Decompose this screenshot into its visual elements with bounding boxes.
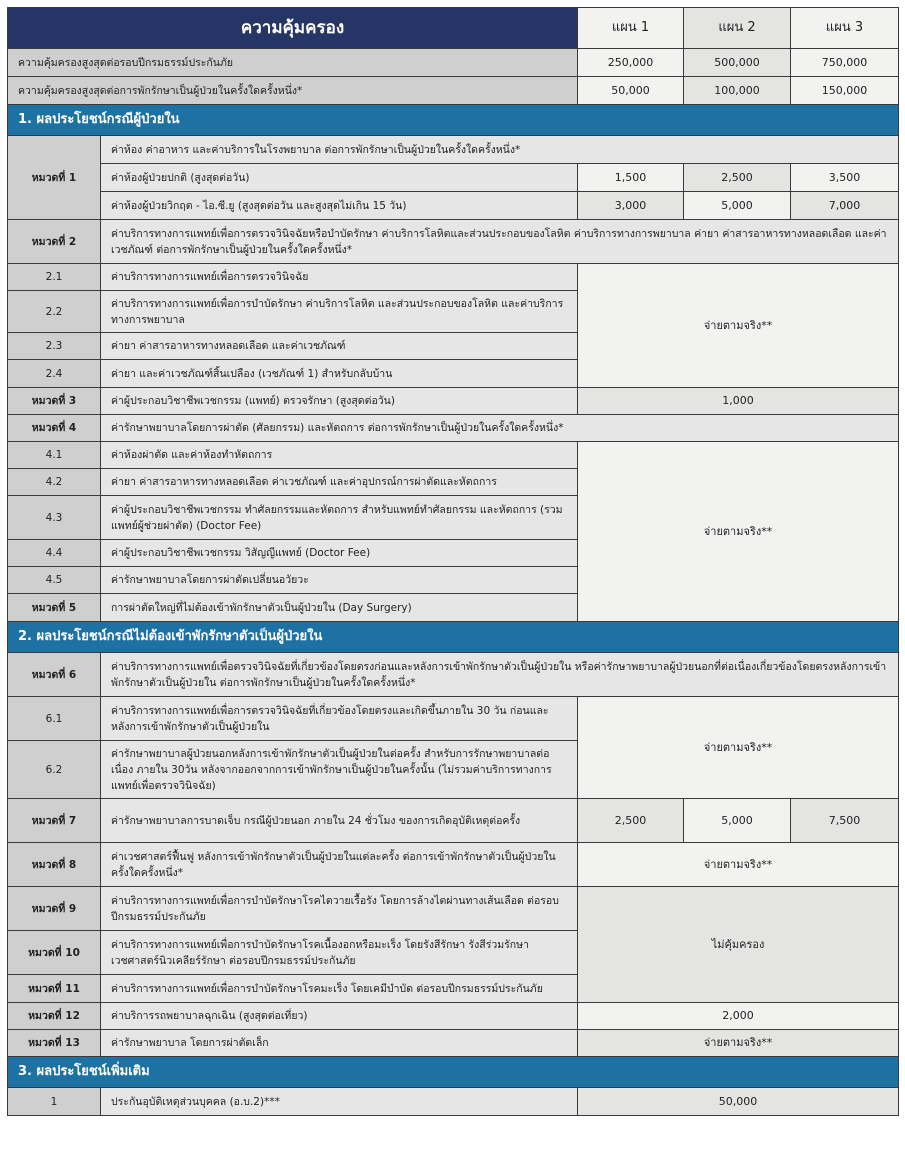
plan-3-value: 150,000 [791, 77, 899, 105]
table-row [8, 264, 899, 291]
category-description: ค่าบริการทางการแพทย์เพื่อตรวจวินิจฉัยที่เกี่ยวข้องโดยตรงก่อนและหลังการเข้าพักรักษาตัวเป็นผู้ป่วยใน หรือค่ารักษาพยาบาลผู้ป่วยนอกที่ต่อเนื่องเกี่ยวข้องโดยตรงหลังการเข้าพักรักษาตัวเป็นผู้ป่วยใน ต่อการพักรักษาเป็นผู้ป่วยในครั้งใดครั้งหนึ่ง* [101, 653, 899, 697]
merged-value: จ่ายตามจริง** [578, 843, 899, 887]
category-label: หมวดที่ 1 [8, 136, 101, 220]
category-description: ค่ารักษาพยาบาล โดยการผ่าตัดเล็ก [101, 1030, 578, 1057]
category-label: หมวดที่ 3 [8, 388, 101, 415]
item-label: ค่าห้องผู้ป่วยวิกฤต - ไอ.ซี.ยู (สูงสุดต่อวัน และสูงสุดไม่เกิน 15 วัน) [101, 192, 578, 220]
category-description: ค่าผู้ประกอบวิชาชีพเวชกรรม (แพทย์) ตรวจรักษา (สูงสุดต่อวัน) [101, 388, 578, 415]
table-row [8, 192, 899, 220]
plan-3-value: 7,500 [791, 799, 899, 843]
item-number: 2.2 [8, 291, 101, 333]
item-label: ค่าผู้ประกอบวิชาชีพเวชกรรม วิสัญญีแพทย์ (Doctor Fee) [101, 540, 578, 567]
table-row [8, 164, 899, 192]
table-row [8, 843, 899, 887]
category-label: หมวดที่ 11 [8, 975, 101, 1003]
item-number: 4.4 [8, 540, 101, 567]
plan-1-value: 50,000 [578, 77, 684, 105]
table-row [8, 136, 899, 164]
merged-value: จ่ายตามจริง** [578, 1030, 899, 1057]
item-label: ค่าผู้ประกอบวิชาชีพเวชกรรม ทำศัลยกรรมและหัตถการ สำหรับแพทย์ทำศัลยกรรม และหัตถการ (รวมแพทย์ผู้ช่วยผ่าตัด) (Doctor Fee) [101, 496, 578, 540]
table-row [8, 697, 899, 741]
category-description: ค่าห้อง ค่าอาหาร และค่าบริการในโรงพยาบาล ต่อการพักรักษาเป็นผู้ป่วยในครั้งใดครั้งหนึ่ง* [101, 136, 899, 164]
item-label: ค่ายา ค่าสารอาหารทางหลอดเลือด และค่าเวชภัณฑ์ [101, 333, 578, 360]
plan-3-value: 3,500 [791, 164, 899, 192]
coverage-table-container [7, 7, 898, 1116]
merged-value: ไม่คุ้มครอง [578, 887, 899, 1003]
item-number: 4.2 [8, 469, 101, 496]
item-number: 2.1 [8, 264, 101, 291]
plan-1-value: 1,500 [578, 164, 684, 192]
category-description: ค่าบริการรถพยาบาลฉุกเฉิน (สูงสุดต่อเที่ยว) [101, 1003, 578, 1030]
summary-row [8, 77, 899, 105]
coverage-table [7, 7, 899, 1116]
table-row [8, 1088, 899, 1116]
table-row [8, 799, 899, 843]
plan-1-value: 2,500 [578, 799, 684, 843]
merged-value: จ่ายตามจริง** [578, 697, 899, 799]
plan-1-value: 3,000 [578, 192, 684, 220]
table-row [8, 220, 899, 264]
table-title: ความคุ้มครอง [8, 8, 578, 49]
item-label: ค่ารักษาพยาบาลโดยการผ่าตัดเปลี่ยนอวัยวะ [101, 567, 578, 594]
category-description: ค่ารักษาพยาบาลการบาดเจ็บ กรณีผู้ป่วยนอก ภายใน 24 ชั่วโมง ของการเกิดอุบัติเหตุต่อครั้ง [101, 799, 578, 843]
category-description: ค่าบริการทางการแพทย์เพื่อการบำบัดรักษาโรคมะเร็ง โดยเคมีบำบัด ต่อรอบปีกรมธรรม์ประกันภัย [101, 975, 578, 1003]
merged-value: 1,000 [578, 388, 899, 415]
item-label: ประกันอุบัติเหตุส่วนบุคคล (อ.บ.2)*** [101, 1088, 578, 1116]
summary-label: ความคุ้มครองสูงสุดต่อรอบปีกรมธรรม์ประกันภัย [8, 49, 578, 77]
item-number: 4.3 [8, 496, 101, 540]
item-label: ค่าบริการทางการแพทย์เพื่อการบำบัดรักษา ค่าบริการโลหิต และส่วนประกอบของโลหิต และค่าบริการทางการพยาบาล [101, 291, 578, 333]
section-3-title: 3. ผลประโยชน์เพิ่มเติม [8, 1057, 899, 1088]
item-number: 2.3 [8, 333, 101, 360]
table-header-row [8, 8, 899, 49]
item-label: ค่าห้องผ่าตัด และค่าห้องทำหัตถการ [101, 442, 578, 469]
category-description: ค่าบริการทางการแพทย์เพื่อการตรวจวินิจฉัยหรือบำบัดรักษา ค่าบริการโลหิตและส่วนประกอบของโลหิต ค่าบริการทางการพยาบาล ค่ายา ค่าสารอาหารทางหลอดเลือด และค่าเวชภัณฑ์ ต่อการพักรักษาเป็นผู้ป่วยในครั้งใดครั้งหนึ่ง* [101, 220, 899, 264]
plan-2-value: 100,000 [684, 77, 791, 105]
category-description: ค่าเวชศาสตร์ฟื้นฟู หลังการเข้าพักรักษาตัวเป็นผู้ป่วยในแต่ละครั้ง ต่อการเข้าพักรักษาตัวเป็นผู้ป่วยในครั้งใดครั้งหนึ่ง* [101, 843, 578, 887]
plan-2-value: 2,500 [684, 164, 791, 192]
item-label: ค่าบริการทางการแพทย์เพื่อการตรวจวินิจฉัย [101, 264, 578, 291]
category-label: หมวดที่ 10 [8, 931, 101, 975]
plan-3-value: 7,000 [791, 192, 899, 220]
item-number: 6.2 [8, 741, 101, 799]
category-label: หมวดที่ 5 [8, 594, 101, 622]
section-header-row [8, 1057, 899, 1088]
plan-2-value: 5,000 [684, 192, 791, 220]
item-number: 2.4 [8, 360, 101, 388]
summary-label: ความคุ้มครองสูงสุดต่อการพักรักษาเป็นผู้ป่วยในครั้งใดครั้งหนึ่ง* [8, 77, 578, 105]
plan-1-header: แผน 1 [578, 8, 684, 49]
category-label: หมวดที่ 12 [8, 1003, 101, 1030]
category-label: หมวดที่ 7 [8, 799, 101, 843]
category-description: ค่าบริการทางการแพทย์เพื่อการบำบัดรักษาโรคไตวายเรื้อรัง โดยการล้างไตผ่านทางเส้นเลือด ต่อรอบปีกรมธรรม์ประกันภัย [101, 887, 578, 931]
merged-value: จ่ายตามจริง** [578, 264, 899, 388]
category-label: หมวดที่ 13 [8, 1030, 101, 1057]
table-row [8, 388, 899, 415]
item-number: 4.1 [8, 442, 101, 469]
section-header-row [8, 622, 899, 653]
item-label: ค่าห้องผู้ป่วยปกติ (สูงสุดต่อวัน) [101, 164, 578, 192]
plan-3-header: แผน 3 [791, 8, 899, 49]
merged-value: 50,000 [578, 1088, 899, 1116]
summary-row [8, 49, 899, 77]
item-number: 6.1 [8, 697, 101, 741]
section-1-title: 1. ผลประโยชน์กรณีผู้ป่วยใน [8, 105, 899, 136]
table-row [8, 415, 899, 442]
plan-1-value: 250,000 [578, 49, 684, 77]
merged-value: จ่ายตามจริง** [578, 442, 899, 622]
table-row [8, 1030, 899, 1057]
item-label: ค่ายา และค่าเวชภัณฑ์สิ้นเปลือง (เวชภัณฑ์ 1) สำหรับกลับบ้าน [101, 360, 578, 388]
category-description: ค่ารักษาพยาบาลโดยการผ่าตัด (ศัลยกรรม) และหัตถการ ต่อการพักรักษาเป็นผู้ป่วยในครั้งใดครั้งหนึ่ง* [101, 415, 899, 442]
plan-2-value: 500,000 [684, 49, 791, 77]
item-label: ค่าบริการทางการแพทย์เพื่อการตรวจวินิจฉัยที่เกี่ยวข้องโดยตรงและเกิดขึ้นภายใน 30 วัน ก่อนและหลังการเข้าพักรักษาตัวเป็นผู้ป่วยใน [101, 697, 578, 741]
category-label: หมวดที่ 6 [8, 653, 101, 697]
category-description: ค่าบริการทางการแพทย์เพื่อการบำบัดรักษาโรคเนื้องอกหรือมะเร็ง โดยรังสีรักษา รังสีร่วมรักษา เวชศาสตร์นิวเคลียร์รักษา ต่อรอบปีกรมธรรม์ประกันภัย [101, 931, 578, 975]
category-label: หมวดที่ 2 [8, 220, 101, 264]
table-row [8, 653, 899, 697]
item-label: ค่ายา ค่าสารอาหารทางหลอดเลือด ค่าเวชภัณฑ์ และค่าอุปกรณ์การผ่าตัดและหัตถการ [101, 469, 578, 496]
plan-3-value: 750,000 [791, 49, 899, 77]
table-row [8, 1003, 899, 1030]
category-description: การผ่าตัดใหญ่ที่ไม่ต้องเข้าพักรักษาตัวเป็นผู้ป่วยใน (Day Surgery) [101, 594, 578, 622]
category-label: หมวดที่ 9 [8, 887, 101, 931]
item-number: 4.5 [8, 567, 101, 594]
section-header-row [8, 105, 899, 136]
merged-value: 2,000 [578, 1003, 899, 1030]
plan-2-header: แผน 2 [684, 8, 791, 49]
section-2-title: 2. ผลประโยชน์กรณีไม่ต้องเข้าพักรักษาตัวเป็นผู้ป่วยใน [8, 622, 899, 653]
plan-2-value: 5,000 [684, 799, 791, 843]
table-row [8, 887, 899, 931]
category-label: หมวดที่ 8 [8, 843, 101, 887]
item-label: ค่ารักษาพยาบาลผู้ป่วยนอกหลังการเข้าพักรักษาตัวเป็นผู้ป่วยในต่อครั้ง สำหรับการรักษาพยาบาลต่อเนื่อง ภายใน 30วัน หลังจากออกจากการเข้าพักรักษาเป็นผู้ป่วยในครั้งนั้น (ไม่รวมค่าบริการทางการแพทย์เพื่อตรวจวินิจฉัย) [101, 741, 578, 799]
item-number: 1 [8, 1088, 101, 1116]
category-label: หมวดที่ 4 [8, 415, 101, 442]
table-row [8, 442, 899, 469]
